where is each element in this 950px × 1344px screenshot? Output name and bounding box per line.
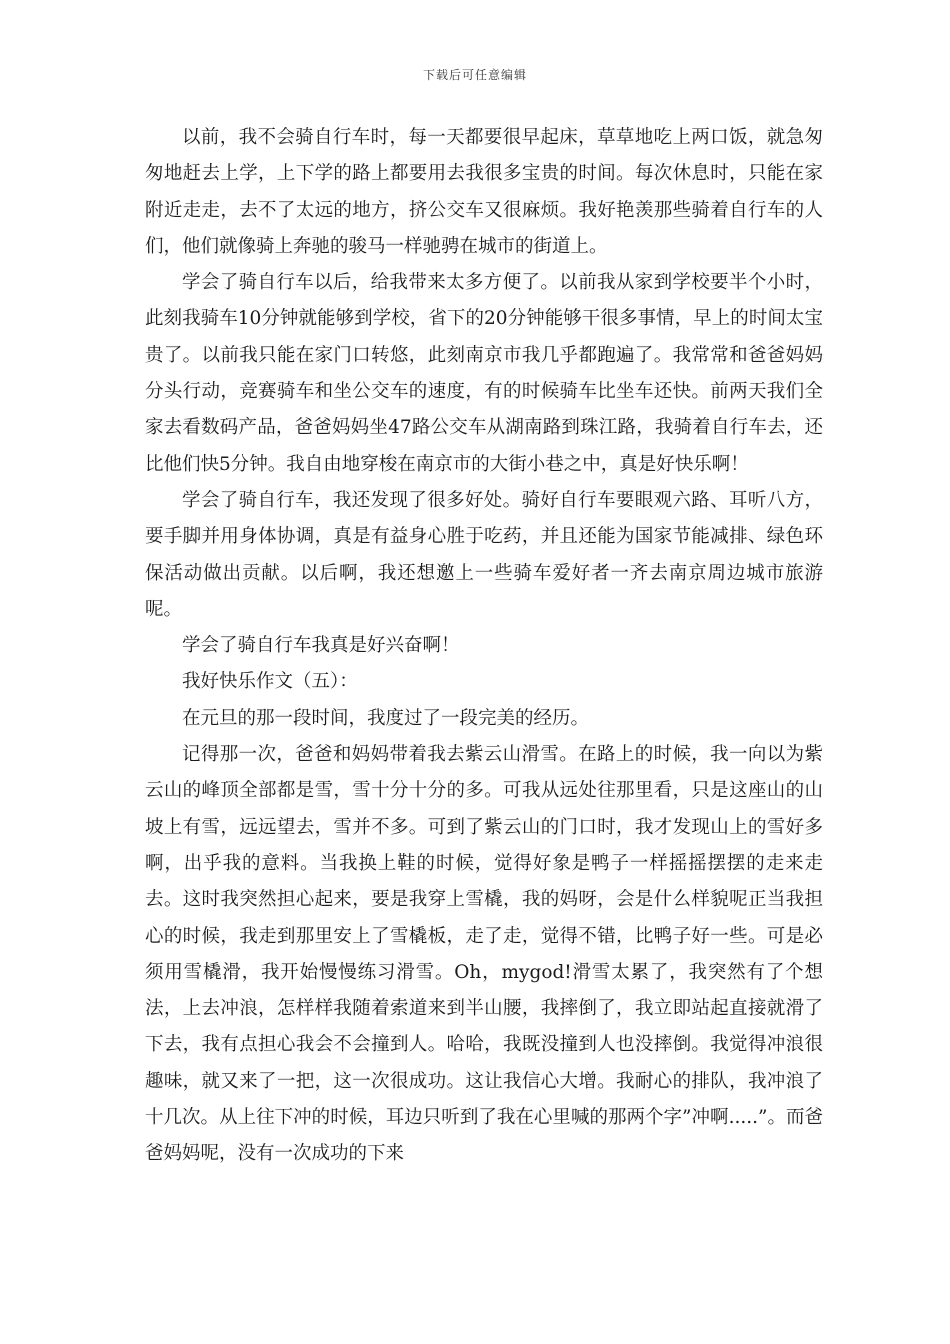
paragraph: 以前，我不会骑自行车时，每一天都要很早起床，草草地吃上两口饭，就急匆匆地赶去上学，上下学的路上都要用去我很多宝贵的时间。每次休息时，只能在家附近走走，去不了太远的地方，挤公交车又很麻烦。我好艳羡那些骑着自行车的人们，他们就像骑上奔驰的骏马一样驰骋在城市的街道上。 bbox=[145, 127, 823, 257]
section-heading: 我好快乐作文（五）： bbox=[182, 671, 358, 693]
paragraph: 记得那一次，爸爸和妈妈带着我去紫云山滑雪。在路上的时候，我一向以为紫云山的峰顶全部都是雪，雪十分十分的多。可我从远处往那里看，只是这座山的山坡上有雪，远远望去，雪并不多。可到了紫云山的门口时，我才发现山上的雪好多啊，出乎我的意料。当我换上鞋的时候，觉得好象是鸭子一样摇摇摆摆的走来走去。这时我突然担心起来，要是我穿上雪橇，我的妈呀，会是什么样貌呢正当我担心的时候，我走到那里安上了雪橇板，走了走，觉得不错，比鸭子好一些。可是必须用雪橇滑，我开始慢慢练习滑雪。Oh，mygod!滑雪太累了，我突然有了个想法，上去冲浪，怎样样我随着索道来到半山腰，我摔倒了，我立即站起直接就滑了下去，我有点担心我会不会撞到人。哈哈，我既没撞到人也没摔倒。我觉得冲浪很趣味，就又来了一把，这一次很成功。这让我信心大增。我耐心的排队，我冲浪了十几次。从上往下冲的时候，耳边只听到了我在心里喊的那两个字”冲啊.....”。而爸爸妈妈呢，没有一次成功的下来 bbox=[145, 744, 823, 1165]
paragraph: 学会了骑自行车，我还发现了很多好处。骑好自行车要眼观六路、耳听八方，要手脚并用身体协调，真是有益身心胜于吃药，并且还能为国家节能减排、绿色环保活动做出贡献。以后啊，我还想邀上一些骑车爱好者一齐去南京周边城市旅游呢。 bbox=[145, 489, 823, 620]
paragraph: 在元旦的那一段时间，我度过了一段完美的经历。 bbox=[182, 707, 590, 729]
document-body bbox=[145, 120, 823, 1173]
page-header: 下载后可任意编辑 bbox=[422, 68, 527, 82]
paragraph: 学会了骑自行车以后，给我带来太多方便了。以前我从家到学校要半个小时，此刻我骑车10分钟就能够到学校，省下的20分钟能够干很多事情，早上的时间太宝贵了。以前我只能在家门口转悠，此刻南京市我几乎都跑遍了。我常常和爸爸妈妈分头行动，竞赛骑车和坐公交车的速度，有的时候骑车比坐车还快。前两天我们全家去看数码产品，爸爸妈妈坐47路公交车从湖南路到珠江路，我骑着自行车去，还比他们快5分钟。我自由地穿梭在南京市的大街小巷之中，真是好快乐啊！ bbox=[145, 272, 823, 475]
paragraph: 学会了骑自行车我真是好兴奋啊！ bbox=[182, 635, 460, 657]
